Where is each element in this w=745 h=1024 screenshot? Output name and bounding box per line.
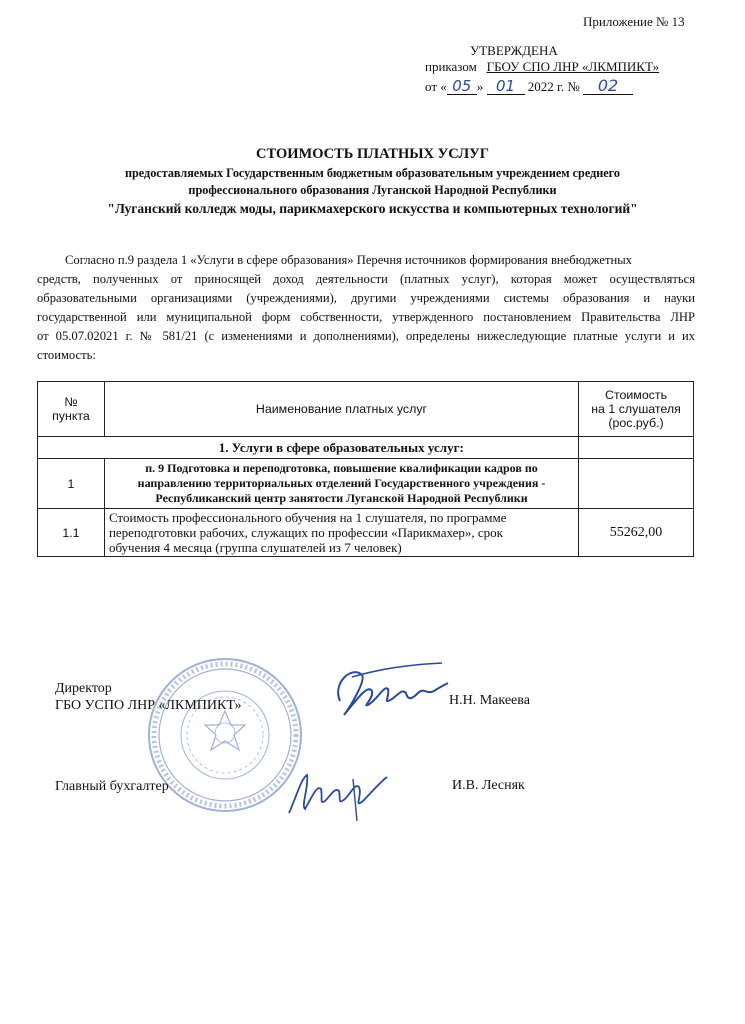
order-line xyxy=(425,59,659,75)
header-name: Наименование платных услуг xyxy=(104,382,578,437)
order-org: ГБОУ СПО ЛНР «ЛКМПИКТ» xyxy=(486,59,660,74)
paragraph-line: Согласно п.9 раздела 1 «Услуги в сфере образования» Перечня источников формирования внебюджетных xyxy=(65,253,632,267)
date-mid: » xyxy=(476,79,484,94)
paragraph-line: государственной или муниципальной форм собственности, утвержденного постановлением Правительства ЛНР xyxy=(37,310,695,324)
director-name: Н.Н. Макеева xyxy=(449,693,530,708)
row-cost xyxy=(579,459,694,509)
doc-subtitle-2: профессионального образования Луганской Народной Республики xyxy=(188,183,557,197)
section-row xyxy=(38,437,694,459)
order-date-line xyxy=(425,78,633,95)
accountant-signature xyxy=(283,765,393,825)
row-cost: 55262,00 xyxy=(579,509,694,557)
row-name-line: направлению территориальных отделений Государственного учреждения - xyxy=(137,476,546,490)
approved-label: УТВЕРЖДЕНА xyxy=(470,43,558,58)
date-day: 05 xyxy=(447,78,477,95)
row-name xyxy=(104,509,578,557)
director-signature xyxy=(322,655,452,725)
director-title: Директор xyxy=(55,681,112,696)
date-year: 2022 г. № xyxy=(527,79,580,94)
accountant-title: Главный бухгалтер xyxy=(55,779,169,794)
order-label: приказом xyxy=(425,59,477,74)
doc-subtitle-3: "Луганский колледж моды, парикмахерского искусства и компьютерных технологий" xyxy=(107,201,638,216)
paragraph-line: стоимость: xyxy=(37,348,96,362)
row-num: 1.1 xyxy=(38,509,105,557)
table-row xyxy=(38,459,694,509)
services-table xyxy=(37,381,694,557)
date-month: 01 xyxy=(487,78,525,95)
row-name-line: обучения 4 месяца (группа слушателей из 7 человек) xyxy=(108,540,402,555)
director-block xyxy=(55,680,242,714)
official-stamp xyxy=(145,655,305,815)
paragraph-line: образовательными организациями (учреждениями), другими учреждениями системы образования и науки xyxy=(37,291,695,305)
header-cost-line: (рос.руб.) xyxy=(608,416,664,430)
table-row xyxy=(38,509,694,557)
row-name-line: Стоимость профессионального обучения на 1 слушателя, по программе xyxy=(108,510,507,525)
order-number: 02 xyxy=(583,78,633,95)
accountant-name: И.В. Лесняк xyxy=(452,778,525,793)
director-org: ГБО УСПО ЛНР «ЛКМПИКТ» xyxy=(55,698,242,713)
row-name-line: Республиканский центр занятости Луганской Народной Республики xyxy=(155,491,528,505)
appendix-label: Приложение № 13 xyxy=(583,14,685,29)
date-prefix: от « xyxy=(425,79,447,94)
header-cost xyxy=(579,382,694,437)
table-header-row xyxy=(38,382,694,437)
row-name-line: п. 9 Подготовка и переподготовка, повышение квалификации кадров по xyxy=(145,461,538,475)
paragraph-line: средств, полученных от приносящей доход деятельности (платных услуг), которая может осуществляться xyxy=(37,272,695,286)
intro-paragraph xyxy=(37,251,695,365)
doc-title: СТОИМОСТЬ ПЛАТНЫХ УСЛУГ xyxy=(256,146,489,162)
header-cost-line: на 1 слушателя xyxy=(591,402,681,416)
header-num-line: № xyxy=(64,395,78,409)
row-num: 1 xyxy=(38,459,105,509)
paragraph-line: от 05.07.02021 г. № 581/21 (с изменениями и дополнениями), определены нижеследующие платные услуги и их xyxy=(37,329,695,343)
row-name xyxy=(104,459,578,509)
header-num-line: пункта xyxy=(52,409,90,423)
header-num xyxy=(38,382,105,437)
row-name-line: переподготовки рабочих, служащих по профессии «Парикмахер», срок xyxy=(108,525,503,540)
section-title: 1. Услуги в сфере образовательных услуг: xyxy=(104,437,578,459)
doc-subtitle-1: предоставляемых Государственным бюджетным образовательным учреждением среднего xyxy=(124,166,620,180)
header-cost-line: Стоимость xyxy=(605,388,668,402)
